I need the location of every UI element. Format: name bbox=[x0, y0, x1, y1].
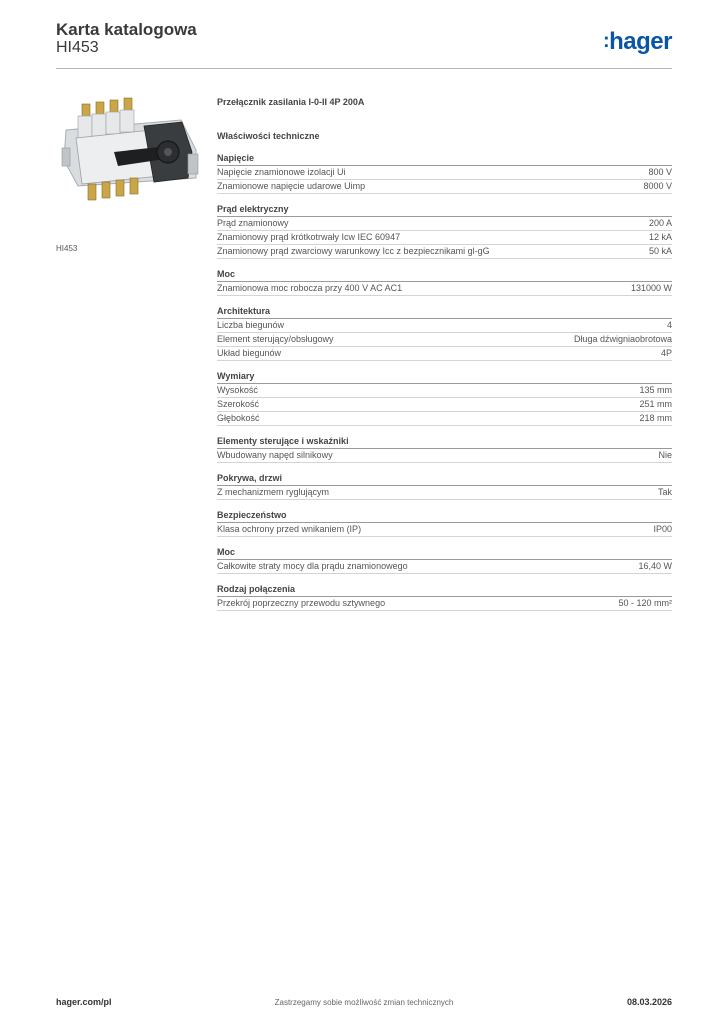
spec-row bbox=[217, 217, 672, 231]
spec-group-title: Napięcie bbox=[217, 152, 672, 166]
technical-spec bbox=[217, 95, 672, 611]
header-divider bbox=[56, 68, 672, 69]
spec-label: Wbudowany napęd silnikowy bbox=[217, 450, 333, 460]
spec-group-title: Pokrywa, drzwi bbox=[217, 472, 672, 486]
spec-row bbox=[217, 282, 672, 296]
spec-label: Znamionowy prąd krótkotrwały Icw IEC 60947 bbox=[217, 232, 401, 242]
spec-row bbox=[217, 412, 672, 426]
spec-label: Prąd znamionowy bbox=[217, 218, 289, 228]
spec-row bbox=[217, 560, 672, 574]
spec-group bbox=[217, 203, 672, 259]
footer-date: 08.03.2026 bbox=[626, 997, 672, 1007]
spec-value: 800 V bbox=[648, 167, 672, 177]
spec-groups bbox=[217, 152, 672, 611]
spec-row bbox=[217, 398, 672, 412]
spec-value: 135 mm bbox=[639, 385, 672, 395]
spec-value: 4 bbox=[666, 320, 672, 330]
spec-group bbox=[217, 546, 672, 574]
spec-value: 131000 W bbox=[630, 283, 672, 293]
spec-row bbox=[217, 319, 672, 333]
spec-group-title: Wymiary bbox=[217, 370, 672, 384]
spec-label: Układ biegunów bbox=[217, 348, 282, 358]
spec-group-title: Moc bbox=[217, 268, 672, 282]
spec-value: 12 kA bbox=[648, 232, 672, 242]
spec-value: 251 mm bbox=[639, 399, 672, 409]
spec-value: 218 mm bbox=[639, 413, 672, 423]
spec-label: Wysokość bbox=[217, 385, 258, 395]
spec-label: Przekrój poprzeczny przewodu sztywnego bbox=[217, 598, 386, 608]
spec-row bbox=[217, 384, 672, 398]
spec-row bbox=[217, 597, 672, 611]
spec-label: Szerokość bbox=[217, 399, 260, 409]
spec-label: Głębokość bbox=[217, 413, 260, 423]
spec-label: Znamionowa moc robocza przy 400 V AC AC1 bbox=[217, 283, 403, 293]
spec-value: 50 kA bbox=[648, 246, 672, 256]
spec-group-title: Prąd elektryczny bbox=[217, 203, 672, 217]
spec-label: Znamionowy prąd zwarciowy warunkowy Icc z bezpiecznikami gl-gG bbox=[217, 246, 490, 256]
spec-label: Liczba biegunów bbox=[217, 320, 285, 330]
spec-label: Całkowite straty mocy dla prądu znamionowego bbox=[217, 561, 408, 571]
spec-value: 8000 V bbox=[643, 181, 672, 191]
spec-group bbox=[217, 152, 672, 194]
spec-value: 4P bbox=[660, 348, 672, 358]
spec-row bbox=[217, 180, 672, 194]
spec-value: Tak bbox=[657, 487, 672, 497]
spec-value: Nie bbox=[658, 450, 672, 460]
spec-group bbox=[217, 472, 672, 500]
footer-website: hager.com/pl bbox=[56, 997, 112, 1007]
spec-row bbox=[217, 245, 672, 259]
spec-row bbox=[217, 333, 672, 347]
spec-group-title: Elementy sterujące i wskaźniki bbox=[217, 435, 672, 449]
spec-row bbox=[217, 231, 672, 245]
spec-label: Element sterujący/obsługowy bbox=[217, 334, 334, 344]
spec-label: Z mechanizmem ryglującym bbox=[217, 487, 330, 497]
spec-label: Klasa ochrony przed wnikaniem (IP) bbox=[217, 524, 362, 534]
spec-row bbox=[217, 166, 672, 180]
page-header bbox=[56, 20, 672, 68]
spec-group-title: Rodzaj połączenia bbox=[217, 583, 672, 597]
product-code: HI453 bbox=[56, 39, 99, 56]
image-caption: HI453 bbox=[56, 244, 78, 253]
spec-row bbox=[217, 347, 672, 361]
spec-label: Znamionowe napięcie udarowe Uimp bbox=[217, 181, 366, 191]
spec-row bbox=[217, 523, 672, 537]
footer-disclaimer: Zastrzegamy sobie możliwość zmian technicznych bbox=[274, 998, 454, 1007]
spec-value: Długa dźwigniaobrotowa bbox=[573, 334, 672, 344]
spec-group bbox=[217, 509, 672, 537]
spec-value: IP00 bbox=[653, 524, 672, 534]
document-title: Karta katalogowa bbox=[56, 20, 197, 39]
page-footer bbox=[56, 997, 672, 1011]
spec-row bbox=[217, 486, 672, 500]
spec-value: 200 A bbox=[648, 218, 672, 228]
hager-logo: :hager bbox=[602, 28, 672, 55]
spec-group bbox=[217, 268, 672, 296]
spec-group bbox=[217, 305, 672, 361]
switch-disconnector-photo-icon bbox=[56, 90, 204, 238]
logo-text: hager bbox=[609, 28, 672, 55]
spec-label: Napięcie znamionowe izolacji Ui bbox=[217, 167, 346, 177]
spec-value: 16,40 W bbox=[638, 561, 672, 571]
spec-row bbox=[217, 449, 672, 463]
spec-group bbox=[217, 370, 672, 426]
section-title: Właściwości techniczne bbox=[217, 131, 320, 141]
spec-group bbox=[217, 435, 672, 463]
spec-value: 50 - 120 mm² bbox=[618, 598, 672, 608]
product-name: Przełącznik zasilania I-0-II 4P 200A bbox=[217, 97, 365, 107]
spec-group bbox=[217, 583, 672, 611]
spec-group-title: Moc bbox=[217, 546, 672, 560]
spec-group-title: Architektura bbox=[217, 305, 672, 319]
spec-group-title: Bezpieczeństwo bbox=[217, 509, 672, 523]
